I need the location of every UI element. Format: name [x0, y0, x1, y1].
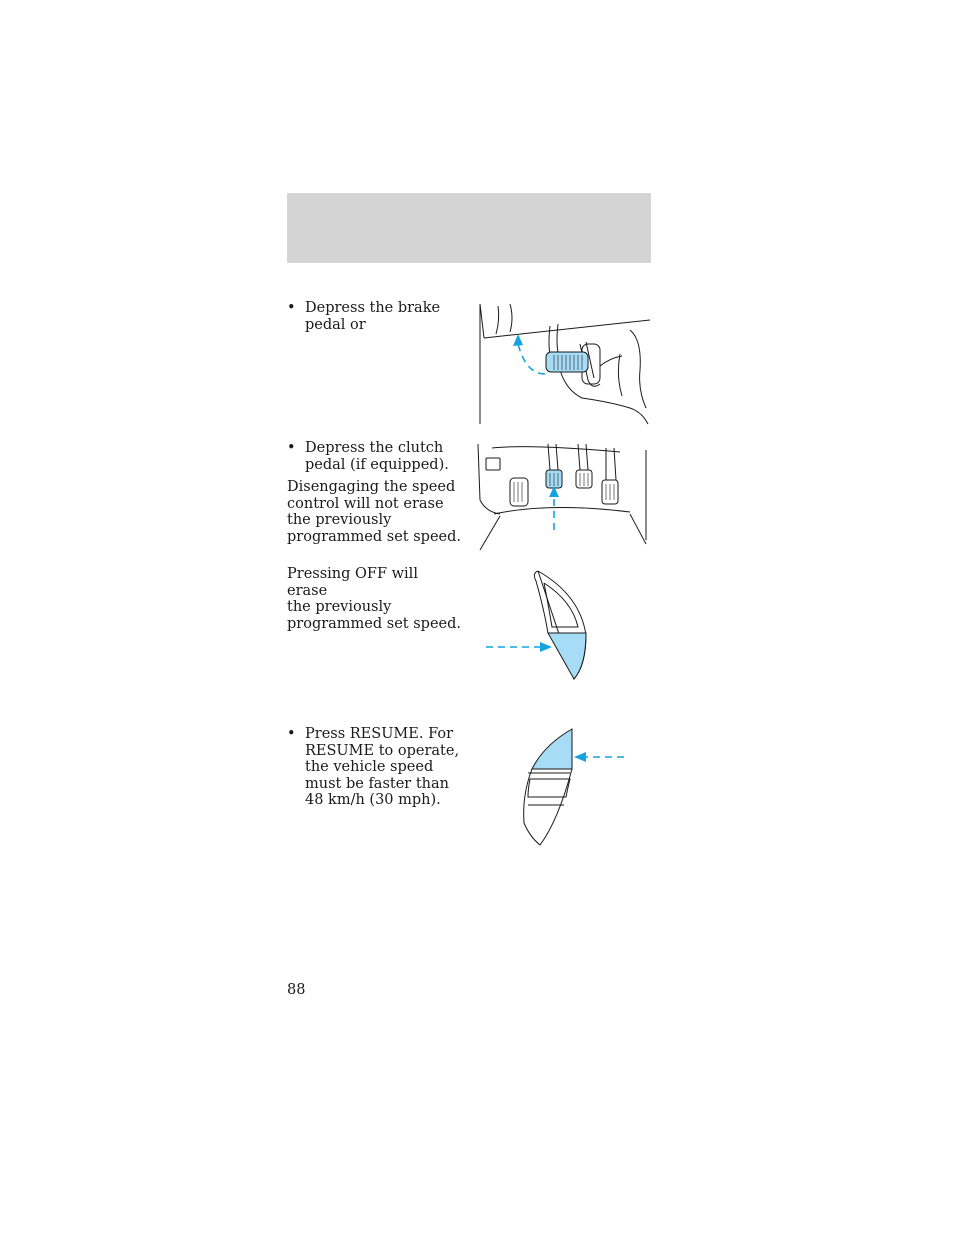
resume-line: must be faster than [305, 775, 449, 792]
page-number: 88 [287, 982, 306, 998]
bullet-icon: • [287, 726, 296, 742]
section-header-bar [287, 193, 651, 263]
bullet-icon: • [287, 440, 296, 456]
off-switch-illustration [480, 565, 590, 683]
clutch-text-line: Depress the clutch [305, 440, 444, 456]
off-line: the previously [287, 599, 392, 616]
bullet-icon: • [287, 300, 296, 316]
brake-text-line: Depress the brake [305, 300, 441, 316]
clutch-pedal-illustration [470, 440, 652, 558]
off-line: programmed set speed. [287, 615, 462, 632]
resume-line: RESUME to operate, [305, 742, 460, 759]
resume-switch-illustration [520, 725, 630, 849]
note-line: control will not erase [287, 495, 444, 512]
note-line: Disengaging the speed [287, 479, 456, 495]
resume-line: Press RESUME. For [305, 726, 453, 742]
brake-pedal-illustration [470, 300, 652, 426]
clutch-text-line: pedal (if equipped). [305, 456, 449, 473]
brake-text-line: pedal or [305, 316, 366, 333]
off-note [287, 566, 462, 632]
off-line: Pressing OFF will erase [287, 566, 418, 599]
clutch-note [287, 479, 462, 545]
resume-line: the vehicle speed [305, 759, 434, 776]
note-line: the previously [287, 512, 392, 529]
note-line: programmed set speed. [287, 528, 462, 545]
resume-line: 48 km/h (30 mph). [305, 792, 441, 809]
